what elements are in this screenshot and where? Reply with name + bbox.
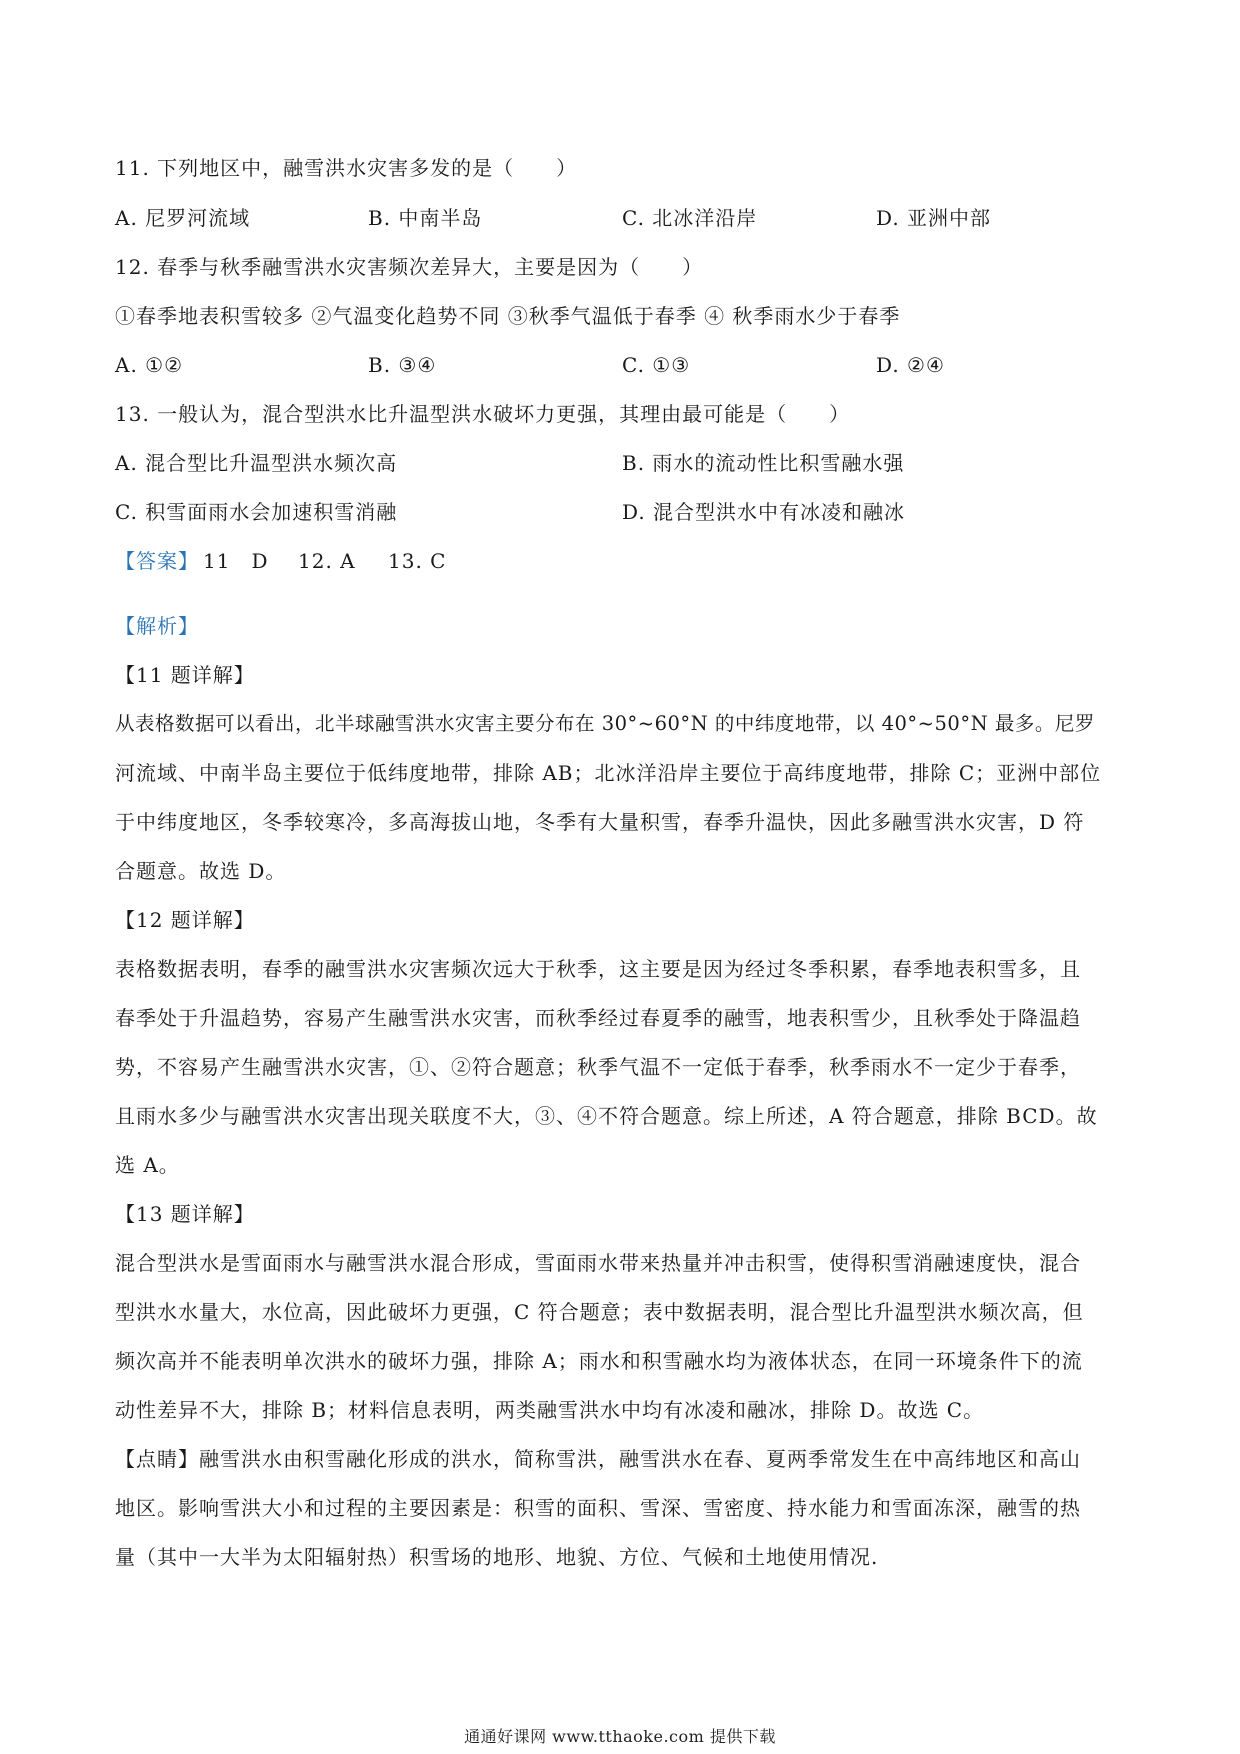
q13-option-c: C. 积雪面雨水会加速积雪消融	[115, 500, 398, 524]
detail-13-line: 频次高并不能表明单次洪水的破坏力强，排除 A；雨水和积雪融水均为液体状态，在同一环境条件下的流	[115, 1349, 1083, 1373]
answer-12: 12. A	[298, 549, 356, 573]
detail-12-line: 势，不容易产生融雪洪水灾害，①、②符合题意；秋季气温不一定低于春季，秋季雨水不一定少于春季，	[115, 1055, 1081, 1079]
detail-11-line: 河流域、中南半岛主要位于低纬度地带，排除 AB；北冰洋沿岸主要位于高纬度地带，排除 C；亚洲中部位	[115, 761, 1102, 785]
detail-11-line: 从表格数据可以看出，北半球融雪洪水灾害主要分布在 30°~60°N 的中纬度地带，以 40°~50°N 最多。尼罗	[115, 712, 1095, 735]
q13-option-a: A. 混合型比升温型洪水频次高	[115, 451, 398, 475]
detail-12-line: 表格数据表明，春季的融雪洪水灾害频次远大于秋季，这主要是因为经过冬季积累，春季地表积雪多，且	[115, 957, 1081, 981]
q12-option-b: B. ③④	[368, 353, 437, 377]
q11-option-c: C. 北冰洋沿岸	[622, 206, 758, 230]
detail-13-line: 混合型洪水是雪面雨水与融雪洪水混合形成，雪面雨水带来热量并冲击积雪，使得积雪消融速度快，混合	[115, 1251, 1081, 1275]
q11-stem: 11. 下列地区中，融雪洪水灾害多发的是（ ）	[115, 156, 578, 180]
detail-11-line: 合题意。故选 D。	[115, 859, 287, 883]
q12-option-a: A. ①②	[115, 353, 184, 377]
note-line: 地区。影响雪洪大小和过程的主要因素是：积雪的面积、雪深、雪密度、持水能力和雪面冻深，融雪的热	[115, 1496, 1081, 1520]
q11-option-d: D. 亚洲中部	[876, 206, 992, 230]
note-line-1	[115, 1444, 1081, 1474]
note-label: 【点睛】	[115, 1447, 199, 1471]
q13-option-d: D. 混合型洪水中有冰凌和融冰	[622, 500, 906, 524]
detail-12-line: 选 A。	[115, 1153, 180, 1177]
answer-13: 13. C	[388, 549, 447, 573]
detail-13-line: 动性差异不大，排除 B；材料信息表明，两类融雪洪水中均有冰凌和融冰，排除 D。故选 C。	[115, 1398, 985, 1422]
note-line: 量（其中一大半为太阳辐射热）积雪场的地形、地貌、方位、气候和土地使用情况.	[115, 1545, 879, 1569]
q12-stem: 12. 春季与秋季融雪洪水灾害频次差异大，主要是因为（ ）	[115, 255, 704, 279]
q12-option-c: C. ①③	[622, 353, 691, 377]
q11-option-a: A. 尼罗河流域	[115, 206, 251, 230]
analysis-label: 【解析】	[115, 614, 199, 638]
q12-option-d: D. ②④	[876, 353, 945, 377]
q11-option-b: B. 中南半岛	[368, 206, 483, 230]
detail-13-title: 【13 题详解】	[115, 1202, 255, 1226]
q12-statements: ①春季地表积雪较多 ②气温变化趋势不同 ③秋季气温低于春季 ④ 秋季雨水少于春季	[115, 304, 901, 328]
answer-label: 【答案】	[115, 549, 199, 573]
q13-stem: 13. 一般认为，混合型洪水比升温型洪水破坏力更强，其理由最可能是（ ）	[115, 402, 851, 426]
detail-11-title: 【11 题详解】	[115, 663, 255, 687]
note-text: 融雪洪水由积雪融化形成的洪水，简称雪洪，融雪洪水在春、夏两季常发生在中高纬地区和高山	[199, 1447, 1081, 1471]
detail-12-line: 春季处于升温趋势，容易产生融雪洪水灾害，而秋季经过春夏季的融雪，地表积雪少，且秋季处于降温趋	[115, 1006, 1081, 1030]
q13-option-b: B. 雨水的流动性比积雪融水强	[622, 451, 905, 475]
page-footer: 通通好课网 www.tthaoke.com 提供下载	[464, 1727, 776, 1746]
detail-12-line: 且雨水多少与融雪洪水灾害出现关联度不大，③、④不符合题意。综上所述，A 符合题意，排除 BCD。故	[115, 1104, 1098, 1128]
detail-13-line: 型洪水水量大，水位高，因此破坏力更强，C 符合题意；表中数据表明，混合型比升温型洪水频次高，但	[115, 1300, 1084, 1324]
detail-12-title: 【12 题详解】	[115, 908, 255, 932]
answer-11: 11 D	[203, 549, 269, 573]
detail-11-line: 于中纬度地区，冬季较寒冷，多高海拔山地，冬季有大量积雪，春季升温快，因此多融雪洪水灾害，D 符	[115, 810, 1085, 834]
